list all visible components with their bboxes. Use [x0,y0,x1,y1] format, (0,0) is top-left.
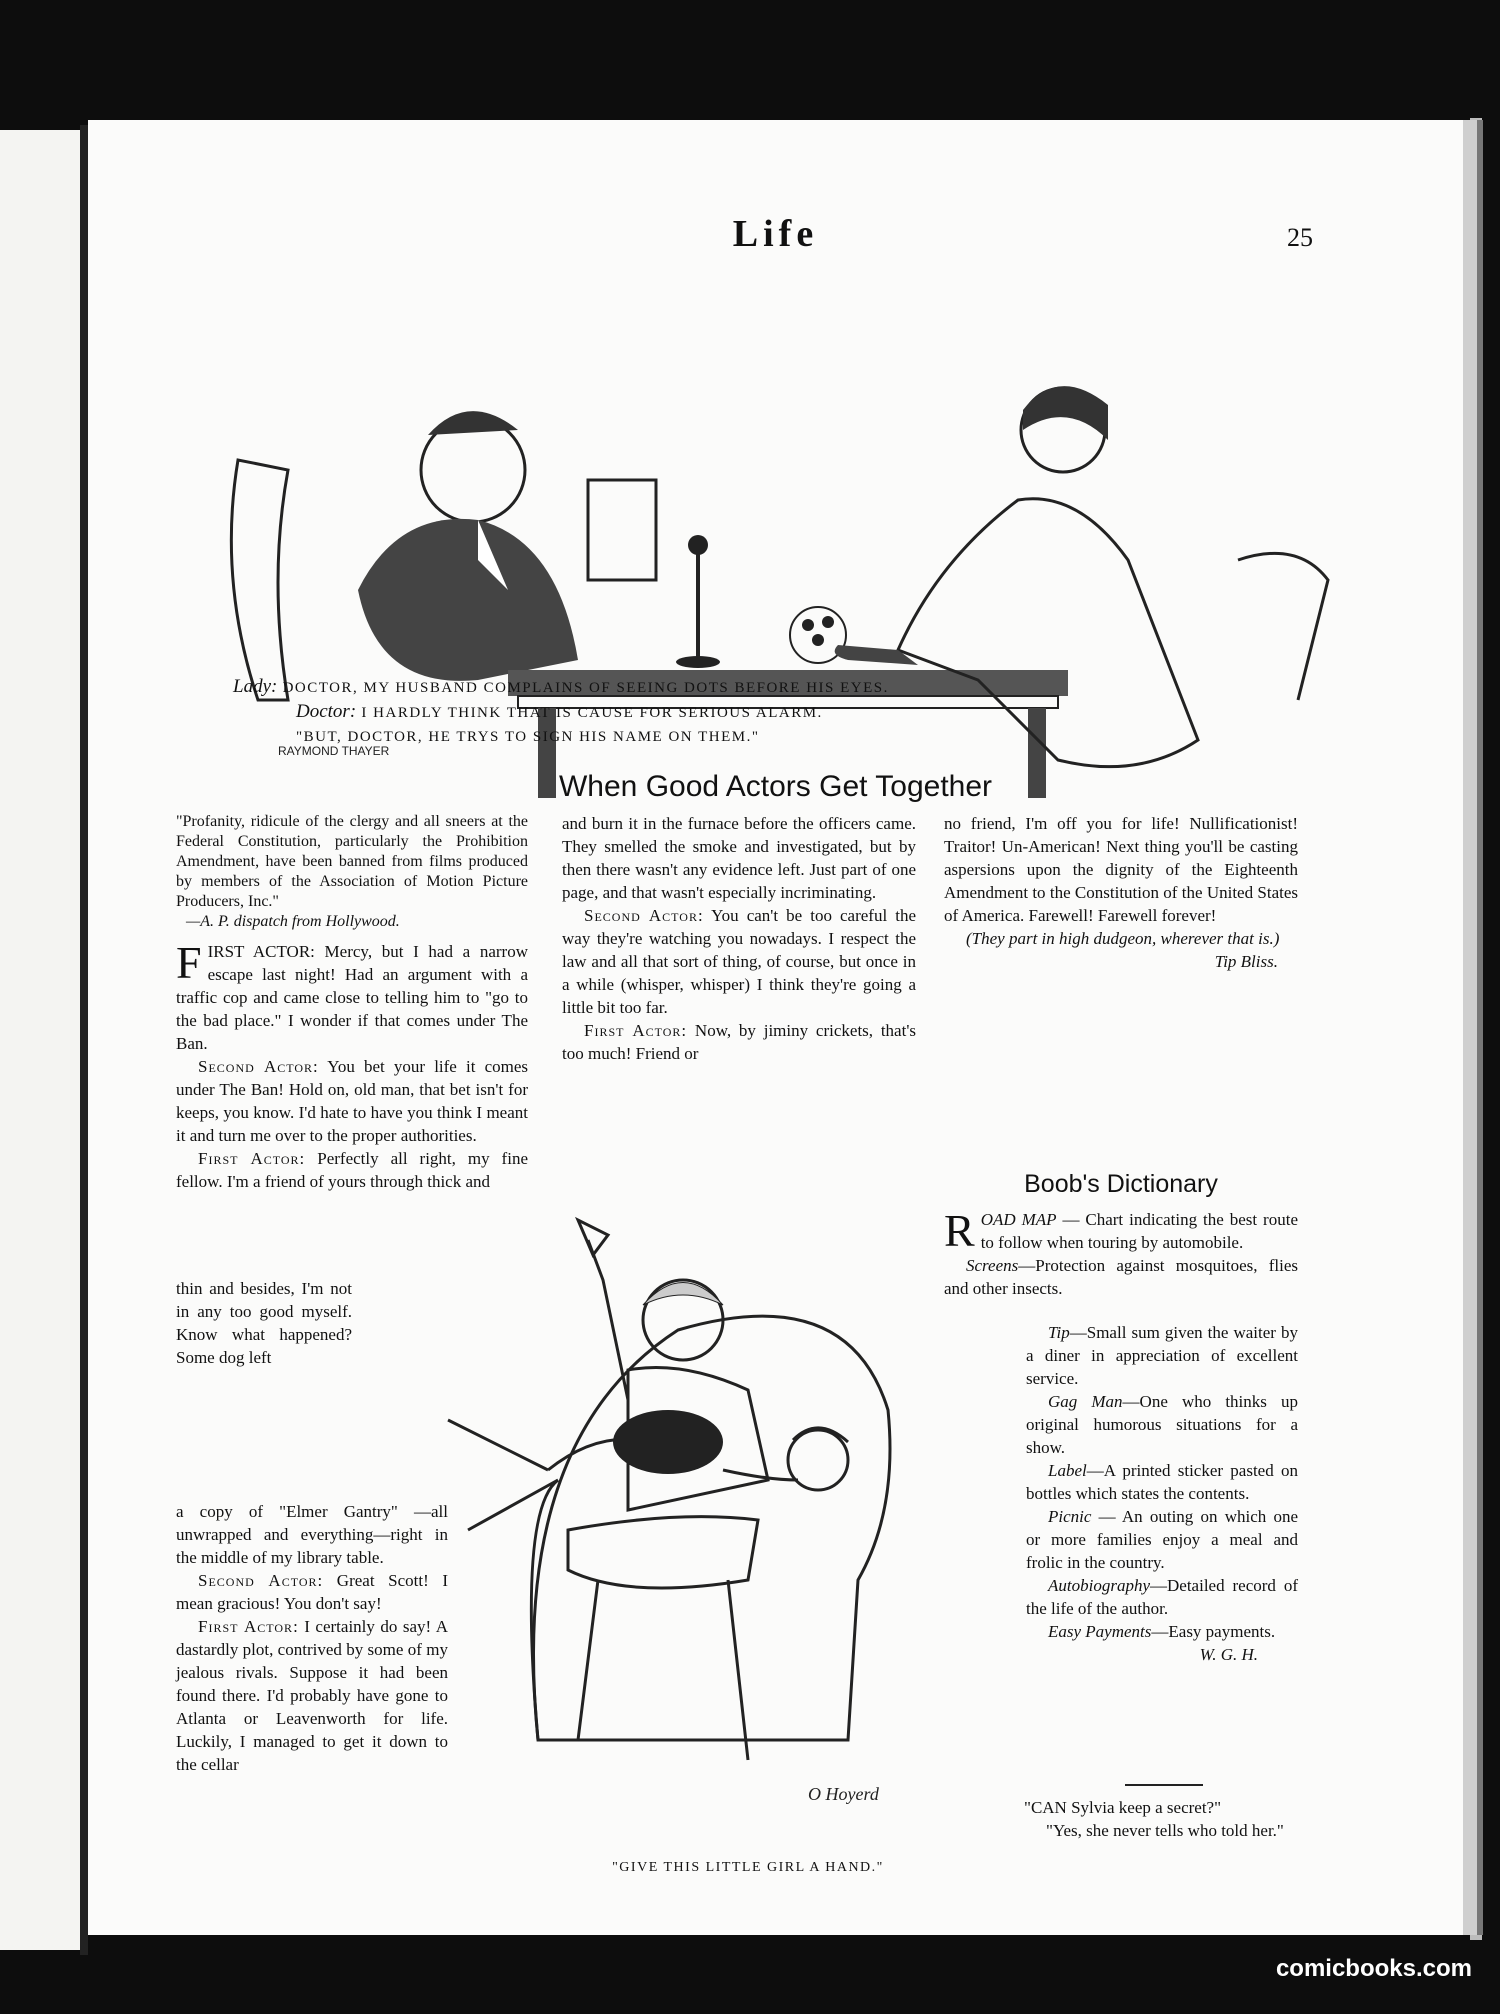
cartoon-caption-1 [233,675,1333,749]
dictionary-def: —A printed sticker pasted on bottles which states the contents. [1026,1461,1298,1503]
dictionary-signoff: W. G. H. [1199,1645,1258,1664]
dictionary-term: Label [1048,1461,1087,1480]
cartoon-caption-2: "GIVE THIS LITTLE GIRL A HAND." [612,1860,884,1875]
speaker-label: Second Actor: [584,906,704,925]
dictionary-def: —Easy payments. [1151,1622,1276,1641]
drop-cap-f: F [176,937,202,988]
paragraph-1: Mercy, but I had a narrow escape last night! Had an argument with a traffic cop and came close to telling him to "go to the bad place." I wonder if that comes under The Ban. [176,942,528,1053]
page-number: 25 [1287,223,1313,252]
col3-paragraph-1: no friend, I'm off you for life! Nullificationist! Traitor! Un-American! Next thing you'll be casting aspersions upon the dignity of the Eighteenth Amendment to the Constitution of the United States of America. Farewell! Farewell forever! [944,814,1298,925]
speaker-label: First Actor: [198,1617,299,1636]
article-column-1 [176,812,528,1193]
paragraph-3b: thin and besides, I'm not in any too good myself. Know what happened? Some dog left [176,1279,352,1367]
col2-paragraph-3: Now, by jiminy crickets, that's too much! Friend or [562,1021,917,1063]
sylvia-joke [1024,1796,1298,1842]
caption-but-line: "BUT, DOCTOR, HE TRYS TO SIGN HIS NAME ON THEM." [296,729,760,745]
dictionary-term: Screens [966,1256,1019,1275]
dictionary-entries-bottom [1026,1321,1298,1666]
dictionary-term: Autobiography [1048,1576,1150,1595]
masthead: Life [732,213,819,255]
magazine-page [88,120,1477,1935]
dictionary-def: —Small sum given the waiter by a diner in appreciation of excellent service. [1026,1323,1298,1388]
dictionary-def: — An outing on which one or more families enjoy a meal and frolic in the country. [1026,1507,1298,1572]
dictionary-def: — Chart indicating the best route to follow when touring by automobile. [980,1210,1298,1252]
paragraph-2: You bet your life it comes under The Ban! Hold on, old man, that bet isn't for keeps, you know. I'd hate to have you think I meant it and turn me over to the proper authorities. [176,1057,529,1145]
article-column-1-lower [176,1500,448,1776]
illustration-signature-2: O Hoyerd [808,1784,879,1804]
dictionary-term: Picnic [1048,1507,1092,1526]
spanking-illustration [428,1180,988,1820]
speaker-label: Second Actor: [198,1571,324,1590]
speaker-doctor: Doctor: [296,701,357,722]
epigraph: "Profanity, ridicule of the clergy and all sneers at the Federal Constitution, particularly the Prohibition Amendment, have been banned from films produced by members of the Association of Motion Picture Producers, Inc." [176,813,528,910]
dictionary-heading: Boob's Dictionary [1024,1170,1218,1198]
col2-paragraph-1: and burn it in the furnace before the officers came. They smelled the smoke and investigated, but by then there wasn't any evidence left. Just part of one page, and that wasn't especially incriminating. [562,814,916,902]
section-divider [1125,1784,1203,1786]
drop-cap-r: R [944,1205,975,1256]
paragraph-5: I certainly do say! A dastardly plot, contrived by some of my jealous rivals. Suppose it had been found there. I'd probably have gone to Atlanta or Leavenworth for life. Luckily, I managed to get it down to the cellar [176,1617,448,1774]
dictionary-def: —Detailed record of the life of the author. [1026,1576,1298,1618]
dictionary-term: OAD MAP [980,1210,1057,1229]
speaker-lady: Lady: [233,676,278,697]
speaker-label: First Actor: [584,1021,688,1040]
gutter [80,125,88,1955]
article-column-3 [944,812,1298,973]
facing-page-edge [0,130,80,1950]
speaker-label: Second Actor: [198,1057,319,1076]
paragraph-3c: a copy of "Elmer Gantry" —all unwrapped and everything—right in the middle of my library table. [176,1502,448,1567]
speaker-label: IRST ACTOR: [207,942,315,961]
speaker-label: First Actor: [198,1149,306,1168]
article-byline: Tip Bliss. [1214,952,1278,971]
col2-paragraph-2: You can't be too careful the way they're watching you nowadays. I respect the law and all that sort of thing, of course, but once in a while (whisper, whisper) I think they're going a little bit too far. [562,906,916,1017]
joke-question: "CAN Sylvia keep a secret?" [1024,1798,1222,1817]
joke-answer: "Yes, she never tells who told her." [1046,1821,1284,1840]
dictionary-def: —Protection against mosquitoes, flies and other insects. [944,1256,1298,1298]
paragraph-3: Perfectly all right, my fine fellow. I'm a friend of yours through thick and [176,1149,528,1191]
dictionary-term: Tip [1048,1323,1070,1342]
watermark: comicbooks.com [1275,1955,1472,1982]
article-column-1-wrap [176,1277,352,1369]
dictionary-entries-top [944,1205,1298,1300]
stage-direction: (They part in high dudgeon, wherever that is.) [966,929,1280,948]
dictionary-def: —One who thinks up original humorous situations for a show. [1026,1392,1298,1457]
epigraph-source: —A. P. dispatch from Hollywood. [186,913,400,930]
caption-doctor-line: I HARDLY THINK THAT IS CAUSE FOR SERIOUS ALARM. [361,705,823,721]
illustration-signature-1: RAYMOND THAYER [278,744,390,758]
dictionary-term: Gag Man [1048,1392,1123,1411]
caption-lady-line: DOCTOR, MY HUSBAND COMPLAINS OF SEEING DOTS BEFORE HIS EYES. [282,680,889,696]
paragraph-4: Great Scott! I mean gracious! You don't say! [176,1571,448,1613]
article-headline: When Good Actors Get Together [558,770,993,803]
article-column-2 [562,812,916,1065]
dictionary-term: Easy Payments [1048,1622,1152,1641]
